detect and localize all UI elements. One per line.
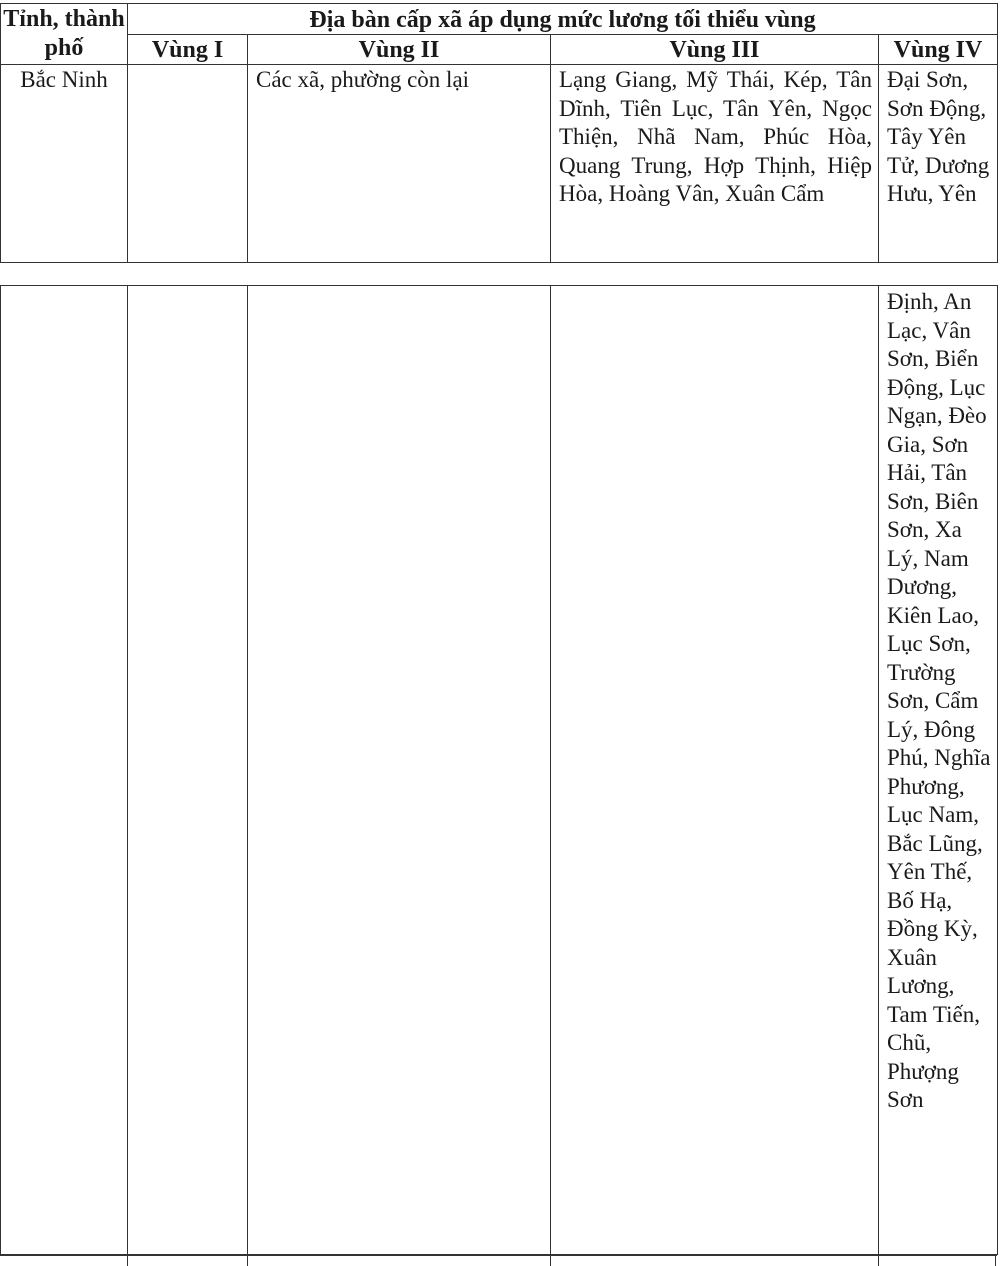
region-4-header: Vùng IV xyxy=(879,35,998,65)
header-row-2 xyxy=(1,35,998,65)
region-4-cell-continued: Định, An Lạc, Vân Sơn, Biển Động, Lục Ngạn, Đèo Gia, Sơn Hải, Tân Sơn, Biên Sơn, Xa Lý, Nam Dương, Kiên Lao, Lục Sơn, Trường Sơn, Cẩm Lý, Đông Phú, Nghĩa Phương, Lục Nam, Bắc Lũng, Yên Thế, Bố Hạ, Đồng Kỳ, Xuân Lương, Tam Tiến, Chũ, Phượng Sơn xyxy=(879,286,998,1255)
region-1-cell xyxy=(128,286,248,1255)
region-2-cell: Các xã, phường còn lại xyxy=(248,65,551,263)
region-4-cell: Đại Sơn, Sơn Động, Tây Yên Tử, Dương Hưu, Yên xyxy=(879,65,998,263)
header-row-1 xyxy=(1,4,998,35)
table-row xyxy=(1,65,998,263)
province-header: Tỉnh, thành phố xyxy=(1,4,128,65)
region-2-header: Vùng II xyxy=(248,35,551,65)
province-cell: Bắc Ninh xyxy=(1,65,128,263)
region-2-cell xyxy=(248,286,551,1255)
region-3-cell: Lạng Giang, Mỹ Thái, Kép, Tân Dĩnh, Tiên Lục, Tân Yên, Ngọc Thiện, Nhã Nam, Phúc Hòa, Quang Trung, Hợp Thịnh, Hiệp Hòa, Hoàng Vân, Xuân Cẩm xyxy=(551,65,879,263)
wage-region-table xyxy=(0,3,998,263)
province-cell xyxy=(1,286,128,1255)
table-row xyxy=(1,286,998,1255)
next-table-edge xyxy=(0,1255,997,1266)
region-1-header: Vùng I xyxy=(128,35,248,65)
group-header: Địa bàn cấp xã áp dụng mức lương tối thiểu vùng xyxy=(128,4,998,35)
wage-region-table-continued xyxy=(0,285,998,1255)
region-3-cell xyxy=(551,286,879,1255)
region-1-cell xyxy=(128,65,248,263)
region-3-header: Vùng III xyxy=(551,35,879,65)
